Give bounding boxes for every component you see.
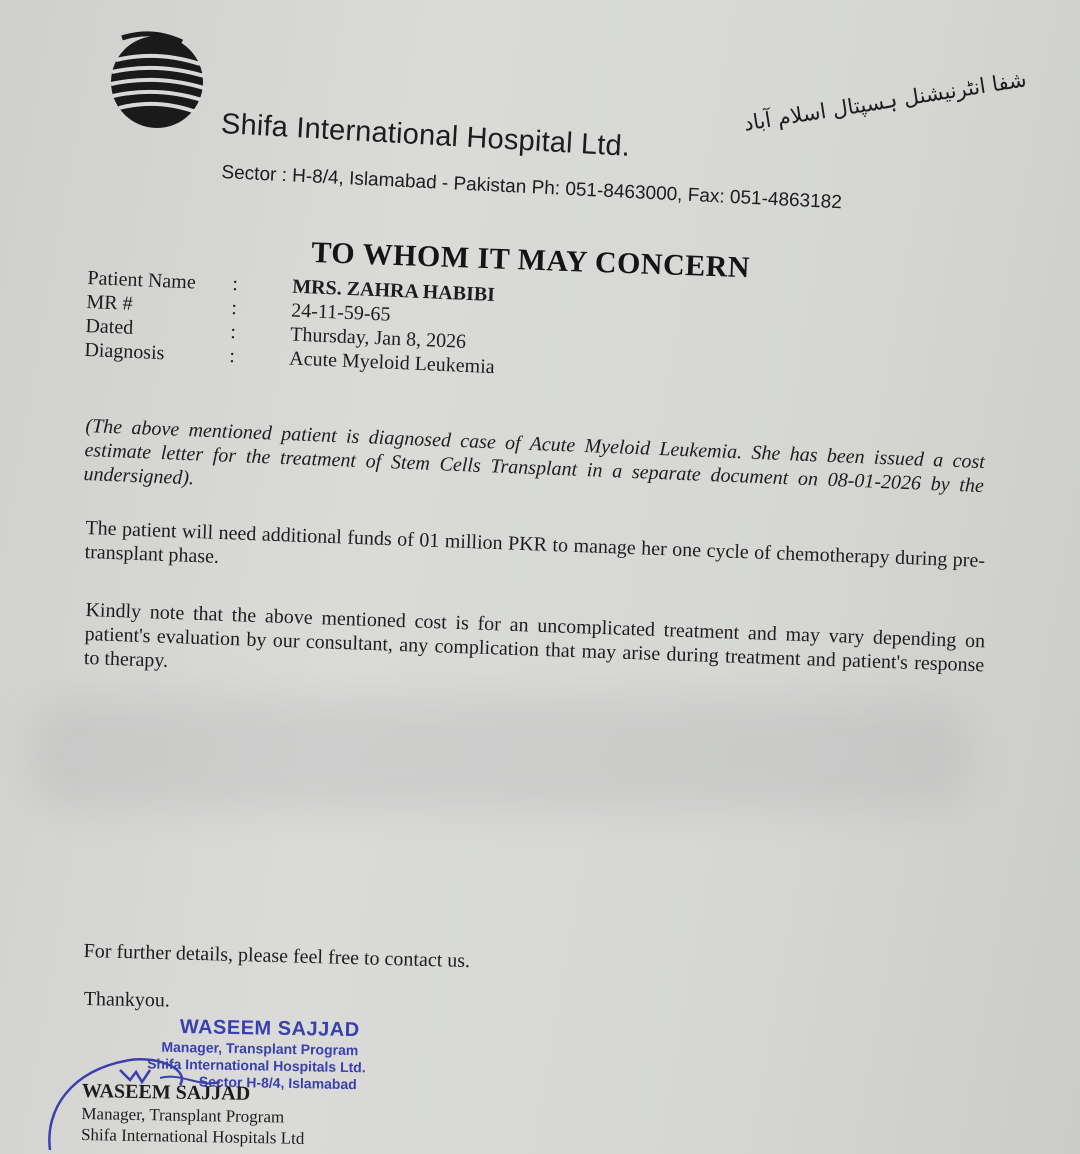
mr-number-value: 24-11-59-65 [290,299,391,326]
signatory-organization: Shifa International Hospitals Ltd [80,1124,305,1148]
field-label: Patient Name [87,266,197,294]
stamp-address: Sector H-8/4, Islamabad [198,1073,357,1093]
field-label: MR # [86,290,134,315]
closing-line: For further details, please feel free to contact us. [83,940,471,973]
field-colon: : [231,273,239,296]
paragraph-diagnosis-note: (The above mentioned patient is diagnosed case of Acute Myeloid Leukemia. She has been issued a cost estimate letter for the treatment of Stem Cells Transplant in a separate document on 08-01-2026 by the undersigned). [83,414,986,498]
stamp-name: WASEEM SAJJAD [179,1016,360,1042]
globe-lines-logo [102,30,212,130]
stamp-title: Manager, Transplant Program [161,1038,359,1059]
paragraph-cost-note: Kindly note that the above mentioned cost is for an uncomplicated treatment and may vary depending on patient's evaluation by our consultant, any complication that may arise during treatment and patient's response to therapy. [83,598,986,677]
patient-name-value: MRS. ZAHRA HABIBI [291,275,496,307]
diagnosis-value: Acute Myeloid Leukemia [288,347,496,379]
scan-shadow [30,700,970,810]
thanks-line: Thankyou. [83,988,171,1012]
field-colon: : [229,321,237,344]
patient-details [84,266,498,379]
field-colon: : [228,345,236,368]
signature-block [81,1080,305,1149]
stamp-organization: Shifa International Hospitals Ltd. [147,1055,366,1076]
hospital-address: Sector : H-8/4, Islamabad - Pakistan Ph: 051-8463000, Fax: 051-4863182 [220,162,843,214]
field-label: Diagnosis [84,338,165,365]
hospital-name-urdu: شفا انٹرنیشنل ہسپتال اسلام آباد [742,67,1029,136]
signatory-title: Manager, Transplant Program [81,1103,285,1127]
letter-title: TO WHOM IT MAY CONCERN [310,236,751,285]
field-colon: : [230,297,238,320]
signatory-name: WASEEM SAJJAD [81,1080,251,1105]
dated-value: Thursday, Jan 8, 2026 [289,323,467,353]
field-label: Dated [85,314,134,339]
hospital-name: Shifa International Hospital Ltd. [220,108,632,163]
paragraph-funds: The patient will need additional funds of 01 million PKR to manage her one cycle of chemotherapy during pre-transplant phase. [84,516,986,572]
